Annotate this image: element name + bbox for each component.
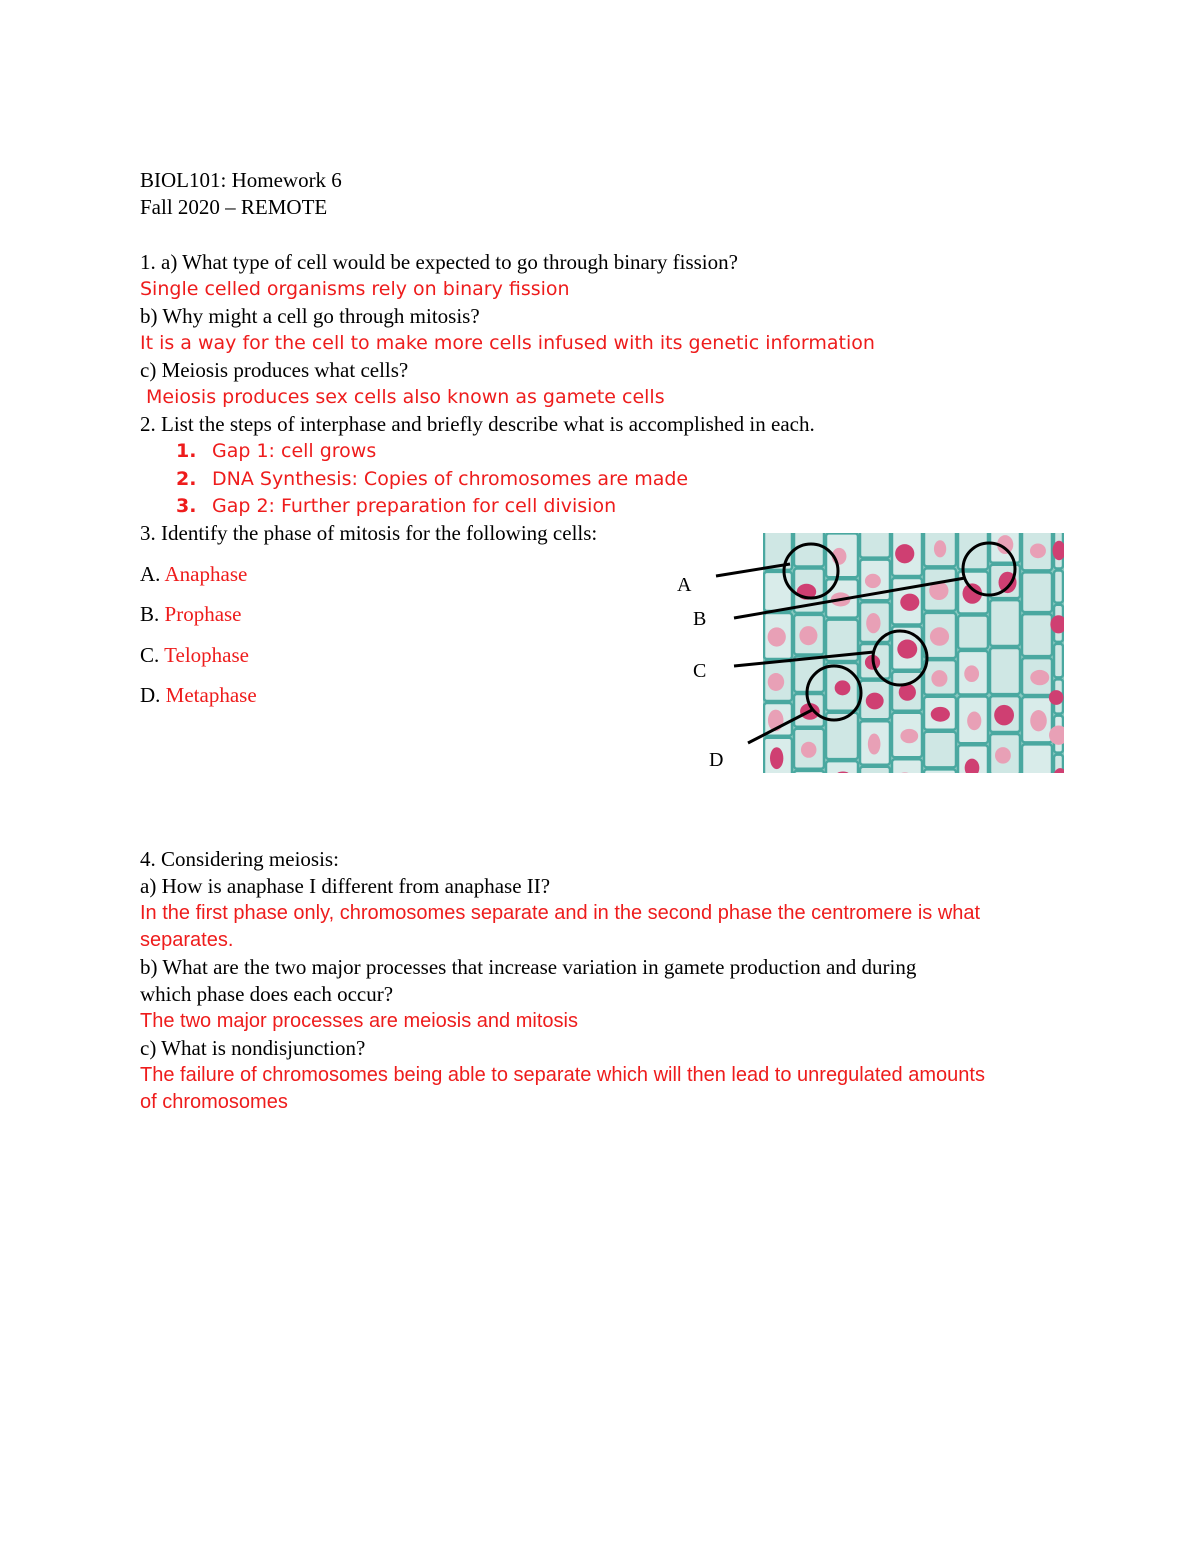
cell-nucleus <box>995 747 1011 763</box>
cell-nucleus <box>994 705 1014 726</box>
q4-intro: 4. Considering meiosis: <box>140 847 339 871</box>
q2-step-text: Gap 2: Further preparation for cell division <box>212 495 617 517</box>
cell-nucleus <box>866 693 884 710</box>
q3-answer-phase: Metaphase <box>165 683 257 707</box>
root-cell <box>764 572 792 611</box>
cell-nucleus <box>1030 543 1046 558</box>
root-cell <box>794 771 824 773</box>
q3-question: 3. Identify the phase of mitosis for the following cells: <box>140 521 598 545</box>
q3-answer-letter: C. <box>140 643 160 667</box>
root-cell <box>1054 644 1063 677</box>
cell-nucleus <box>800 703 820 720</box>
cell-nucleus <box>899 684 916 701</box>
q2-step-number: 1. <box>176 440 197 462</box>
cell-nucleus <box>768 673 784 691</box>
root-cell <box>826 761 858 773</box>
q2-step-text: Gap 1: cell grows <box>212 440 377 462</box>
q4b-question-line2: which phase does each occur? <box>140 982 394 1006</box>
cell-nucleus <box>1030 710 1047 731</box>
q2-step-1 <box>176 438 376 464</box>
q2-step-text: DNA Synthesis: Copies of chromosomes are made <box>212 468 689 490</box>
cell-nucleus <box>1030 670 1049 685</box>
q2-question: 2. List the steps of interphase and briefly describe what is accomplished in each. <box>140 412 815 436</box>
q2-step-3 <box>176 493 616 519</box>
q3-answer-phase: Telophase <box>164 643 249 667</box>
micrograph-image <box>763 533 1064 773</box>
root-cell <box>958 616 988 649</box>
q4c-question: c) What is nondisjunction? <box>140 1036 366 1060</box>
cell-nucleus <box>1049 690 1064 705</box>
root-cell <box>860 767 890 773</box>
root-cell <box>826 620 858 661</box>
cell-nucleus <box>897 640 917 659</box>
cell-nucleus <box>768 710 784 732</box>
q1a-answer: Single celled organisms rely on binary fission <box>140 278 570 300</box>
page-title: BIOL101: Homework 6 <box>140 168 342 192</box>
cell-nucleus <box>997 535 1013 554</box>
cell-nucleus <box>866 613 880 633</box>
root-cell <box>990 600 1020 646</box>
root-cell <box>892 759 922 773</box>
root-cell <box>990 648 1020 694</box>
root-cell <box>764 533 792 570</box>
q3-answer-phase: Prophase <box>164 602 242 626</box>
figure-label-d: D <box>709 749 724 771</box>
q3-answer-letter: D. <box>140 683 161 707</box>
q4b-answer: The two major processes are meiosis and mitosis <box>140 1010 578 1032</box>
cell-nucleus <box>900 729 918 743</box>
cell-nucleus <box>934 540 946 557</box>
figure-label-a: A <box>677 574 692 596</box>
cell-nucleus <box>865 655 880 670</box>
q4c-answer-line2: of chromosomes <box>140 1091 288 1113</box>
q3-answer-letter: B. <box>140 602 160 626</box>
q3-answer-b <box>140 601 242 627</box>
cell-nucleus <box>930 627 949 646</box>
cell-nucleus <box>801 742 817 758</box>
root-cell <box>1022 572 1052 612</box>
cell-nucleus <box>768 627 786 646</box>
cell-nucleus <box>895 544 914 563</box>
cell-nucleus <box>797 584 816 600</box>
cell-nucleus <box>835 680 851 695</box>
term-subtitle: Fall 2020 – REMOTE <box>140 195 328 219</box>
figure-label-b: B <box>693 608 707 630</box>
q2-step-number: 3. <box>176 495 197 517</box>
root-cell <box>1022 614 1052 656</box>
q1b-answer: It is a way for the cell to make more cells infused with its genetic information <box>140 332 875 354</box>
q3-answer-phase: Anaphase <box>164 562 248 586</box>
q2-step-2 <box>176 466 688 492</box>
q4c-answer-line1: The failure of chromosomes being able to separate which will then lead to unregulated amounts <box>140 1064 985 1086</box>
cell-nucleus <box>900 594 919 611</box>
q1c-question: c) Meiosis produces what cells? <box>140 358 409 382</box>
root-cell <box>958 533 988 569</box>
cell-nucleus <box>831 592 851 606</box>
root-cell <box>924 732 956 768</box>
q2-step-number: 2. <box>176 468 197 490</box>
root-cell <box>1054 570 1063 602</box>
cell-nucleus <box>770 747 783 769</box>
q3-answer-letter: A. <box>140 562 161 586</box>
cell-nucleus <box>963 583 983 603</box>
cell-nucleus <box>799 626 817 645</box>
cell-nucleus <box>964 665 979 682</box>
cell-nucleus <box>929 581 948 600</box>
figure-label-c: C <box>693 660 707 682</box>
q4a-answer-line2: separates. <box>140 929 234 951</box>
q4b-question-line1: b) What are the two major processes that increase variation in gamete production and during <box>140 955 917 979</box>
root-cell <box>794 656 824 692</box>
root-cell <box>826 713 858 759</box>
cell-nucleus <box>999 572 1017 593</box>
q1a-question: 1. a) What type of cell would be expected to go through binary fission? <box>140 250 738 274</box>
q4a-answer-line1: In the first phase only, chromosomes separate and in the second phase the centromere is what <box>140 902 981 924</box>
cell-nucleus <box>967 712 981 731</box>
cell-nucleus <box>868 734 881 755</box>
cell-nucleus <box>931 670 947 687</box>
root-cell <box>1022 744 1052 773</box>
cell-nucleus <box>931 707 950 722</box>
root-cell <box>794 533 824 567</box>
q3-answer-d <box>140 682 257 708</box>
q4a-question: a) How is anaphase I different from anaphase II? <box>140 874 551 898</box>
root-cell <box>924 769 956 773</box>
q3-answer-a <box>140 561 247 587</box>
root-cell <box>860 533 890 558</box>
q1c-answer: Meiosis produces sex cells also known as gamete cells <box>140 386 665 408</box>
q1b-question: b) Why might a cell go through mitosis? <box>140 304 480 328</box>
q3-answer-c <box>140 642 249 668</box>
cell-nucleus <box>832 548 847 565</box>
cell-nucleus <box>865 574 881 588</box>
mitosis-micrograph <box>763 533 1064 773</box>
